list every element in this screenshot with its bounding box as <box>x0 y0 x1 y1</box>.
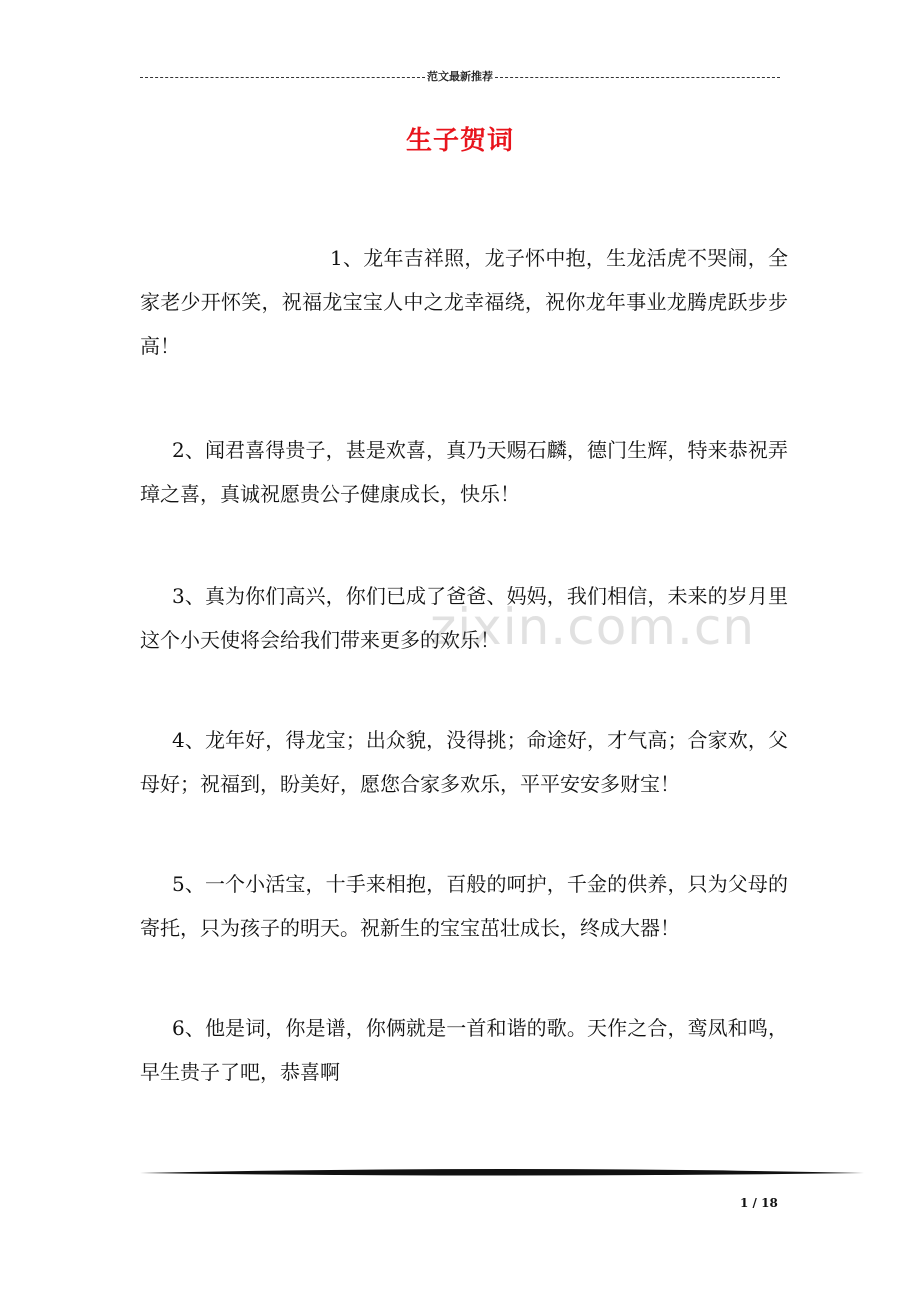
document-title: 生子贺词 <box>405 126 514 156</box>
page-header <box>140 68 780 84</box>
header-dash-left <box>140 77 425 78</box>
header-dash-right <box>495 77 780 78</box>
paragraph-1: 1、龙年吉祥照，龙子怀中抱，生龙活虎不哭闹，全家老少开怀笑，祝福龙宝宝人中之龙幸福绕，祝你龙年事业龙腾虎跃步步高！ <box>140 246 788 358</box>
watermark: zixin.com.cn <box>430 598 756 656</box>
header-label: 范文最新推荐 <box>427 70 493 83</box>
paragraph-3: 3、真为你们高兴，你们已成了爸爸、妈妈，我们相信，未来的岁月里这个小天使将会给我们带来更多的欢乐！ <box>140 584 788 652</box>
paragraph-4: 4、龙年好，得龙宝；出众貌，没得挑；命途好，才气高；合家欢，父母好；祝福到，盼美好，愿您合家多欢乐，平平安安多财宝！ <box>140 728 788 796</box>
footer-divider <box>140 1166 864 1180</box>
paragraph-6: 6、他是词，你是谱，你俩就是一首和谐的歌。天作之合，鸾凤和鸣，早生贵子了吧，恭喜啊 <box>140 1016 788 1084</box>
paragraph-5: 5、一个小活宝，十手来相抱，百般的呵护，千金的供养，只为父母的寄托，只为孩子的明天。祝新生的宝宝茁壮成长，终成大器！ <box>140 872 788 940</box>
page-number: 1 / 18 <box>740 1196 778 1210</box>
paragraph-2: 2、闻君喜得贵子，甚是欢喜，真乃天赐石麟，德门生辉，特来恭祝弄璋之喜，真诚祝愿贵公子健康成长，快乐！ <box>140 438 788 506</box>
